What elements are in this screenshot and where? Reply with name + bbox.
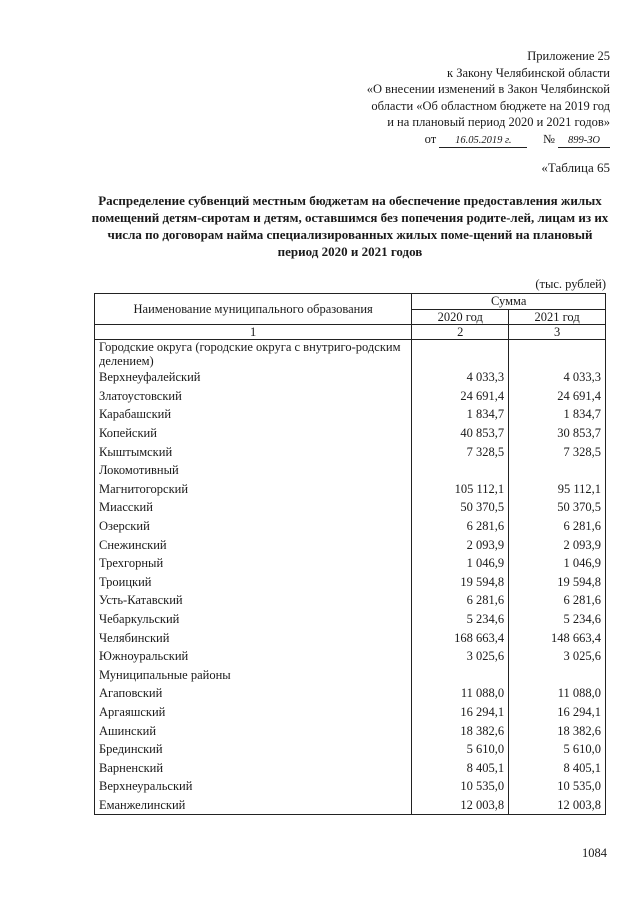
value-2021: 1 834,7 (509, 405, 606, 424)
column-index-1: 1 (95, 325, 412, 340)
value-2021: 18 382,6 (509, 721, 606, 740)
appendix-number: Приложение 25 (527, 49, 610, 63)
law-date: 16.05.2019 г. (439, 135, 527, 148)
municipality-name: Челябинский (95, 628, 412, 647)
municipality-name: Магнитогорский (95, 480, 412, 499)
value-2021: 5 610,0 (509, 740, 606, 759)
value-2021: 6 281,6 (509, 591, 606, 610)
municipality-name: Карабашский (95, 405, 412, 424)
law-title-line-3: и на плановый период 2020 и 2021 годов» (387, 115, 610, 129)
municipality-name: Агаповский (95, 684, 412, 703)
value-2021 (509, 461, 606, 480)
column-header-name: Наименование муниципального образования (95, 294, 412, 325)
value-2021: 148 663,4 (509, 628, 606, 647)
municipality-name: Локомотивный (95, 461, 412, 480)
value-2021: 12 003,8 (509, 796, 606, 815)
value-2020: 7 328,5 (412, 442, 509, 461)
table-row (95, 480, 606, 499)
law-date-number-line (367, 131, 610, 148)
value-2021 (509, 340, 606, 369)
column-index-3: 3 (509, 325, 606, 340)
value-2020: 12 003,8 (412, 796, 509, 815)
value-2021: 5 234,6 (509, 610, 606, 629)
value-2021: 10 535,0 (509, 777, 606, 796)
law-title-line-2: области «Об областном бюджете на 2019 год (371, 98, 610, 113)
law-reference: к Закону Челябинской области (447, 65, 610, 80)
value-2021: 3 025,6 (509, 647, 606, 666)
municipality-name: Усть-Катавский (95, 591, 412, 610)
value-2020: 2 093,9 (412, 535, 509, 554)
value-2020: 1 046,9 (412, 554, 509, 573)
column-index-2: 2 (412, 325, 509, 340)
column-header-2020: 2020 год (412, 309, 509, 325)
value-2020: 5 610,0 (412, 740, 509, 759)
value-2020: 18 382,6 (412, 721, 509, 740)
municipality-name: Троицкий (95, 573, 412, 592)
column-header-sum: Сумма (412, 294, 606, 310)
table-row (95, 368, 606, 387)
table-row (95, 721, 606, 740)
column-header-2021: 2021 год (509, 309, 606, 325)
value-2020: 6 281,6 (412, 517, 509, 536)
municipality-name: Аргаяшский (95, 703, 412, 722)
value-2020: 4 033,3 (412, 368, 509, 387)
page-number: 1084 (582, 846, 607, 860)
table-row (95, 442, 606, 461)
section-heading: Муниципальные районы (95, 666, 412, 685)
value-2021: 1 046,9 (509, 554, 606, 573)
units-label: (тыс. рублей) (535, 277, 606, 291)
table-label: «Таблица 65 (541, 160, 610, 175)
municipality-name: Верхнеуральский (95, 777, 412, 796)
value-2021: 16 294,1 (509, 703, 606, 722)
value-2020: 24 691,4 (412, 387, 509, 406)
value-2021: 24 691,4 (509, 387, 606, 406)
table-row (95, 796, 606, 815)
municipality-name: Миасский (95, 498, 412, 517)
value-2020: 8 405,1 (412, 758, 509, 777)
municipality-name: Верхнеуфалейский (95, 368, 412, 387)
value-2020 (412, 340, 509, 369)
value-2020: 19 594,8 (412, 573, 509, 592)
municipality-name: Кыштымский (95, 442, 412, 461)
table-row (95, 703, 606, 722)
table-row (95, 591, 606, 610)
table-body (95, 340, 606, 815)
value-2021: 4 033,3 (509, 368, 606, 387)
value-2020: 3 025,6 (412, 647, 509, 666)
municipality-name: Ашинский (95, 721, 412, 740)
table-row (95, 758, 606, 777)
table-row (95, 684, 606, 703)
table-row (95, 405, 606, 424)
value-2021: 95 112,1 (509, 480, 606, 499)
value-2021: 19 594,8 (509, 573, 606, 592)
value-2020: 105 112,1 (412, 480, 509, 499)
table-row (95, 461, 606, 480)
value-2021 (509, 666, 606, 685)
value-2021: 30 853,7 (509, 424, 606, 443)
municipality-name: Еманжелинский (95, 796, 412, 815)
document-title: Распределение субвенций местным бюджетам на обеспечение предоставления жилых помещений детям-сиротам и детям, оставшимся без попечения родите-лей, лицам из их числа по договорам найма специализированных жилых поме-щений на плановый период 2020 и 2021 годов (91, 193, 609, 259)
date-prefix: от (424, 131, 437, 146)
table-row (95, 424, 606, 443)
number-prefix: № (542, 131, 555, 146)
value-2020: 11 088,0 (412, 684, 509, 703)
value-2020: 10 535,0 (412, 777, 509, 796)
law-number: 899-ЗО (558, 135, 610, 148)
municipality-name: Чебаркульский (95, 610, 412, 629)
section-row (95, 340, 606, 369)
value-2020: 50 370,5 (412, 498, 509, 517)
municipality-name: Копейский (95, 424, 412, 443)
table-row (95, 498, 606, 517)
municipality-name: Варненский (95, 758, 412, 777)
value-2021: 6 281,6 (509, 517, 606, 536)
value-2021: 8 405,1 (509, 758, 606, 777)
municipality-name: Озерский (95, 517, 412, 536)
table-row (95, 535, 606, 554)
table-row (95, 554, 606, 573)
value-2020: 168 663,4 (412, 628, 509, 647)
section-heading: Городские округа (городские округа с внутриго-родским делением) (95, 340, 412, 369)
value-2021: 2 093,9 (509, 535, 606, 554)
value-2020 (412, 666, 509, 685)
subsidy-table (94, 293, 606, 815)
table-row (95, 628, 606, 647)
table-row (95, 387, 606, 406)
section-row (95, 666, 606, 685)
value-2020: 5 234,6 (412, 610, 509, 629)
municipality-name: Трехгорный (95, 554, 412, 573)
municipality-name: Брединский (95, 740, 412, 759)
law-title-line-1: «О внесении изменений в Закон Челябинской (366, 82, 610, 96)
value-2021: 50 370,5 (509, 498, 606, 517)
municipality-name: Златоустовский (95, 387, 412, 406)
municipality-name: Южноуральский (95, 647, 412, 666)
value-2020 (412, 461, 509, 480)
table-row (95, 610, 606, 629)
value-2021: 11 088,0 (509, 684, 606, 703)
table-row (95, 573, 606, 592)
value-2021: 7 328,5 (509, 442, 606, 461)
table-row (95, 517, 606, 536)
value-2020: 6 281,6 (412, 591, 509, 610)
value-2020: 1 834,7 (412, 405, 509, 424)
municipality-name: Снежинский (95, 535, 412, 554)
value-2020: 40 853,7 (412, 424, 509, 443)
table-row (95, 777, 606, 796)
value-2020: 16 294,1 (412, 703, 509, 722)
appendix-header (367, 48, 610, 148)
table-row (95, 740, 606, 759)
table-row (95, 647, 606, 666)
